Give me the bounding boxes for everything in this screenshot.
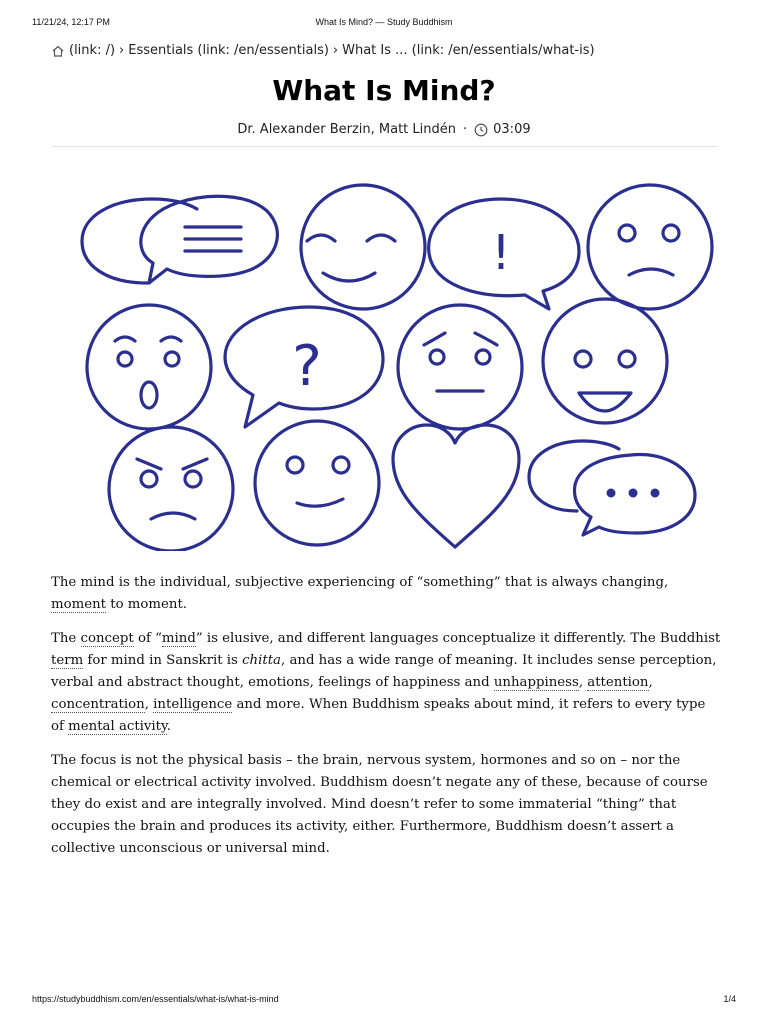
print-page-title: What Is Mind? — Study Buddhism <box>315 17 453 27</box>
glossary-link-term[interactable]: term <box>51 653 84 668</box>
breadcrumb-item-what-is[interactable]: What Is ... (link: /en/essentials/what-is) <box>342 43 595 58</box>
term-chitta: chitta <box>242 653 281 668</box>
home-icon[interactable] <box>51 44 65 58</box>
paragraph-2: The concept of “mind” is elusive, and different languages conceptualize it differently. The Buddhist term for mind in Sanskrit is chitta, and has a wide range of meaning. It includes sense perception, verbal and abstract thought, emotions, feelings of happiness and unhappiness, attention, concentration, intelligence and more. When Buddhism speaks about mind, it refers to every type of mental activity. <box>51 631 721 734</box>
worried-face-icon <box>398 305 522 429</box>
breadcrumb <box>51 43 731 58</box>
article-body <box>51 572 721 872</box>
breadcrumb-separator: › <box>332 43 339 58</box>
glossary-link-intelligence[interactable]: intelligence <box>153 697 233 712</box>
glossary-link-concept[interactable]: concept <box>80 631 134 646</box>
question-mark: ? <box>292 334 322 399</box>
paragraph-3: The focus is not the physical basis – the brain, nervous system, hormones and so on – nor the chemical or electrical activity involved. Buddhism doesn’t negate any of these, because of course they do exist and are integrally involved. Mind doesn’t refer to some immaterial “thing” that occupies the brain and produces its activity, either. Furthermore, Buddhism doesn’t assert a collective unconscious or universal mind. <box>51 753 708 856</box>
smile-face-icon <box>255 421 379 545</box>
byline-dot: · <box>463 122 468 137</box>
breadcrumb-separator: › <box>119 43 125 58</box>
glossary-link-mental-activity[interactable]: mental activity <box>68 719 167 734</box>
speech-bubble-back-icon <box>529 441 619 511</box>
glossary-link-mind[interactable]: mind <box>161 631 196 646</box>
angry-face-icon <box>109 427 233 551</box>
divider <box>51 146 718 147</box>
reading-duration: 03:09 <box>493 122 531 137</box>
happy-face-icon <box>543 299 667 423</box>
glossary-link-concentration[interactable]: concentration <box>51 697 145 712</box>
paragraph-1: The mind is the individual, subjective experiencing of “something” that is always changing, moment to moment. <box>51 575 669 612</box>
glossary-link-moment[interactable]: moment <box>51 597 106 612</box>
surprised-face-icon <box>87 305 211 429</box>
print-datetime: 11/21/24, 12:17 PM <box>32 17 110 27</box>
emotions-illustration <box>77 181 719 551</box>
clock-icon <box>474 123 488 137</box>
print-page-number: 1/4 <box>723 994 736 1004</box>
page-title: What Is Mind? <box>272 74 496 107</box>
print-url: https://studybuddhism.com/en/essentials/what-is/what-is-mind <box>32 994 279 1004</box>
glossary-link-attention[interactable]: attention <box>587 675 649 690</box>
content-face-icon <box>301 185 425 309</box>
breadcrumb-item-essentials[interactable]: Essentials (link: /en/essentials) <box>128 43 329 58</box>
glossary-link-unhappiness[interactable]: unhappiness <box>493 675 579 690</box>
sad-face-icon <box>588 185 712 309</box>
byline <box>0 122 768 137</box>
breadcrumb-home-link[interactable]: (link: /) <box>69 43 116 58</box>
authors[interactable]: Dr. Alexander Berzin, Matt Lindén <box>237 122 456 137</box>
heart-icon <box>393 425 519 547</box>
exclamation-mark: ! <box>491 225 511 281</box>
